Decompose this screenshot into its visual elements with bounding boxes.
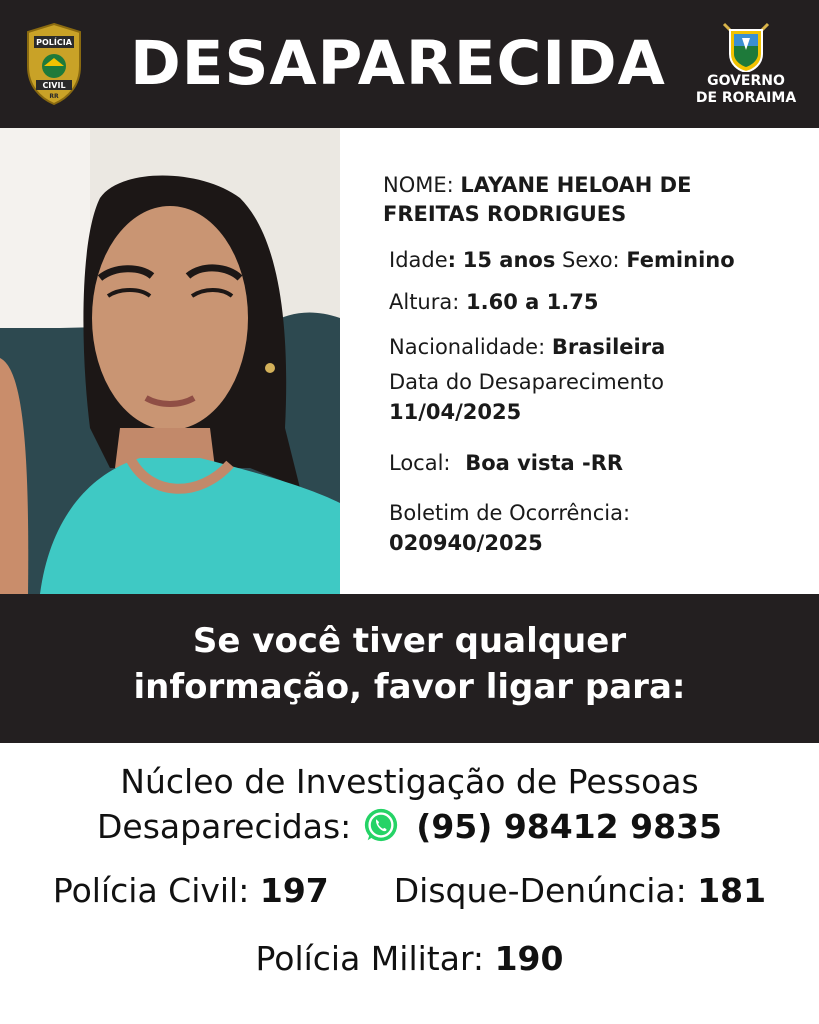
roraima-crest-icon xyxy=(694,20,798,72)
police-badge-icon xyxy=(22,22,86,106)
report-label: Boletim de Ocorrência: xyxy=(389,501,631,525)
militar-row xyxy=(0,939,819,978)
cta-line-1: Se você tiver qualquer xyxy=(192,621,627,661)
location-row xyxy=(389,451,623,475)
missing-person-photo xyxy=(0,128,340,594)
disque-number[interactable]: 181 xyxy=(697,871,767,910)
person-info xyxy=(340,128,819,594)
height-row xyxy=(389,290,598,314)
name-value-2: FREITAS RODRIGUES xyxy=(383,202,627,226)
name-line-1 xyxy=(383,173,691,197)
age-colon: : xyxy=(447,248,457,272)
nucleo-label: Desaparecidas: xyxy=(97,807,352,846)
militar-label: Polícia Militar: xyxy=(255,939,485,978)
age-sex-row xyxy=(389,248,735,272)
government-logo xyxy=(694,20,798,112)
age-value: 15 anos xyxy=(462,248,556,272)
name-line-2 xyxy=(383,202,626,226)
location-value: Boa vista -RR xyxy=(465,451,624,475)
call-to-action-text xyxy=(0,618,819,710)
gov-line-2: DE RORAIMA xyxy=(695,90,797,106)
nucleo-line-1: Núcleo de Investigação de Pessoas xyxy=(120,762,699,801)
nucleo-line-2 xyxy=(0,806,819,846)
name-label: NOME: xyxy=(383,173,454,197)
date-value: 11/04/2025 xyxy=(389,400,522,424)
page-title: DESAPARECIDA xyxy=(130,28,666,99)
sex-value: Feminino xyxy=(626,248,735,272)
report-value-row xyxy=(389,531,543,555)
date-value-row xyxy=(389,400,521,424)
sex-label: Sexo: xyxy=(562,248,620,272)
header-bar xyxy=(0,0,819,128)
militar-number[interactable]: 190 xyxy=(494,939,564,978)
call-to-action-band xyxy=(0,594,819,743)
whatsapp-icon xyxy=(362,806,400,844)
gov-line-1: GOVERNO xyxy=(707,73,785,89)
civil-label: Polícia Civil: xyxy=(52,871,250,910)
height-label: Altura: xyxy=(389,290,460,314)
portrait-image xyxy=(0,128,340,594)
civil-number[interactable]: 197 xyxy=(259,871,329,910)
badge-text-3: RR xyxy=(49,93,59,100)
height-value: 1.60 a 1.75 xyxy=(466,290,599,314)
report-value: 020940/2025 xyxy=(389,531,543,555)
cta-line-2: informação, favor ligar para: xyxy=(133,667,686,707)
disque-label: Disque-Denúncia: xyxy=(393,871,687,910)
nationality-row xyxy=(389,335,665,359)
age-label: Idade xyxy=(389,248,448,272)
location-label: Local: xyxy=(389,451,451,475)
badge-text-1: POLÍCIA xyxy=(36,38,72,47)
nationality-label: Nacionalidade: xyxy=(389,335,546,359)
nucleo-phone[interactable]: (95) 98412 9835 xyxy=(416,807,722,846)
date-label: Data do Desaparecimento xyxy=(389,370,665,394)
nationality-value: Brasileira xyxy=(551,335,666,359)
phones-row xyxy=(0,871,819,910)
government-name xyxy=(694,73,798,107)
badge-text-2: CIVIL xyxy=(42,81,66,90)
name-value-1: LAYANE HELOAH DE xyxy=(460,173,692,197)
